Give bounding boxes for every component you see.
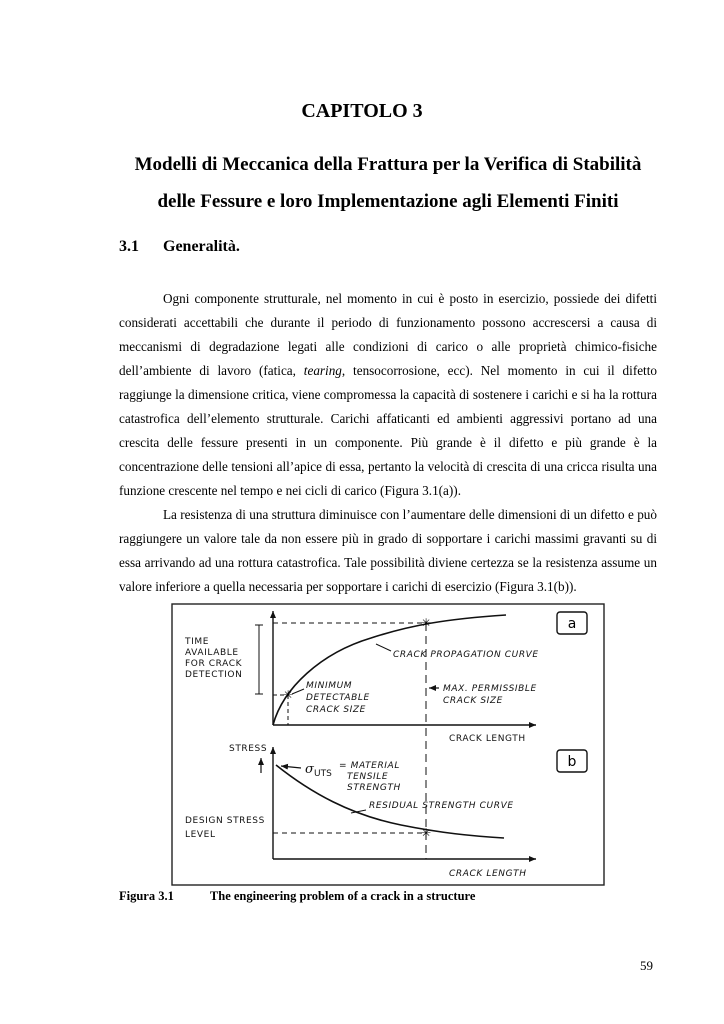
stress-label: STRESS — [229, 744, 268, 754]
uts-label-line-3: STRENGTH — [347, 783, 401, 793]
max-crack-label-line-1: MAX. PERMISSIBLE — [443, 684, 537, 694]
time-label-line-1: TIME — [185, 637, 210, 647]
section-title: Generalità. — [163, 238, 240, 255]
sigma-symbol: σ — [305, 762, 314, 777]
chapter-title-line-1: Modelli di Meccanica della Frattura per la Verifica di Stabilità — [134, 154, 642, 175]
panel-b-critical-point: ✳ — [421, 826, 432, 840]
page-number: 59 — [640, 958, 653, 973]
max-crack-label-line-2: CRACK SIZE — [443, 696, 503, 706]
design-stress-label-line-1: DESIGN STRESS — [185, 816, 265, 826]
chapter-title — [110, 146, 666, 220]
min-crack-label-line-2: DETECTABLE — [306, 693, 370, 703]
section-heading — [119, 238, 240, 256]
panel-a-x-label: CRACK LENGTH — [449, 734, 526, 744]
section-number: 3.1 — [119, 238, 139, 255]
time-label-line-3: FOR CRACK — [185, 659, 243, 669]
figure-diagram — [171, 603, 605, 886]
uts-label-line-2: TENSILE — [347, 772, 389, 782]
caption-text: The engineering problem of a crack in a structure — [209, 889, 476, 903]
chapter-heading: CAPITOLO 3 — [301, 100, 423, 122]
panel-a-max-point: ✳ — [421, 616, 432, 630]
time-label-line-4: DETECTION — [185, 670, 243, 680]
crack-propagation-label: CRACK PROPAGATION CURVE — [393, 650, 539, 660]
uts-label-line-1: = MATERIAL — [339, 761, 400, 771]
caption-label: Figura 3.1 — [119, 889, 174, 903]
design-stress-label-line-2: LEVEL — [185, 830, 216, 840]
chapter-title-line-2: delle Fessure e loro Implementazione agli Elementi Finiti — [157, 191, 619, 212]
paragraph-1 — [119, 287, 657, 503]
panel-b-x-label: CRACK LENGTH — [449, 869, 527, 879]
panel-a-min-point: ✳ — [283, 688, 294, 702]
residual-strength-label: RESIDUAL STRENGTH CURVE — [369, 801, 514, 811]
sigma-subscript: UTS — [314, 769, 332, 779]
min-crack-label-line-1: MINIMUM — [306, 681, 353, 691]
paragraph-1-part-2: , tensocorrosione, ecc). Nel momento in cui il difetto raggiunge la dimensione critica, viene compromessa la capacità di sostenere i carichi e si ha la rottura catastrofica dell’elemento strutturale. Carichi affaticanti ed ambienti aggressivi portano ad una crescita delle fessure presenti in un componente. Più grande è il difetto e più grande è la concentrazione delle tensioni all’apice di essa, pertanto la velocità di crescita di una cricca risulta una funzione crescente nel tempo e nei cicli di carico (Figura 3.1(a)). — [119, 363, 657, 498]
body-text — [119, 287, 657, 599]
panel-b-tag: b — [567, 754, 577, 770]
min-crack-label-line-3: CRACK SIZE — [306, 705, 366, 715]
paragraph-1-italic: tearing — [303, 363, 342, 378]
figure-caption — [119, 889, 475, 904]
panel-a-tag: a — [567, 616, 577, 632]
paragraph-2: La resistenza di una struttura diminuisce con l’aumentare delle dimensioni di un difetto e può raggiungere un valore tale da non essere più in grado di sopportare i carichi massimi gravanti su di essa arrivando ad una rottura catastrofica. Tale possibilità diviene certezza se la resistenza assume un valore inferiore a quella necessaria per sopportare i carichi di esercizio (Figura 3.1(b)). — [119, 507, 657, 594]
figure-3-1 — [171, 603, 605, 886]
paragraph-1-part-1: Ogni componente strutturale, nel momento in cui è posto in esercizio, possiede dei difetti considerati accettabili che durante il periodo di funzionamento possono accrescersi a causa di meccanismi di degradazione legati alle condizioni di carico o alle proprietà chimico-fisiche dell’ambiente di lavoro (fatica, — [119, 291, 657, 378]
time-label-line-2: AVAILABLE — [185, 648, 239, 658]
